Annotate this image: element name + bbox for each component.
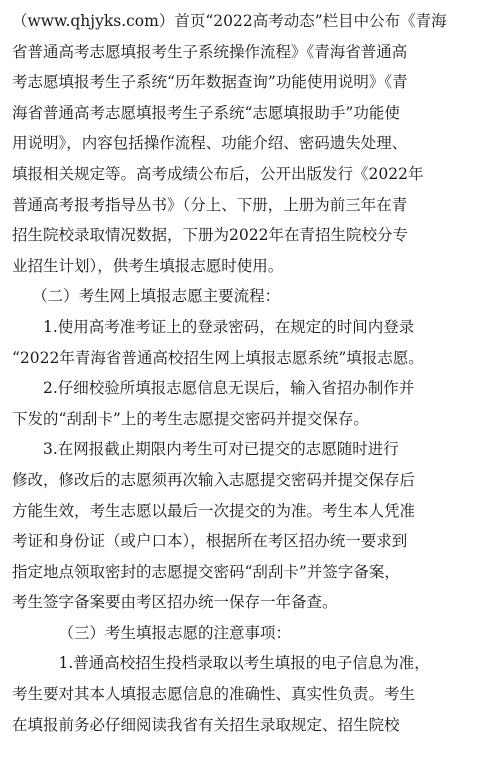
paragraph-line: 1.使用高考准考证上的登录密码，在规定的时间内登录 <box>43 317 415 336</box>
paragraph-line: 考证和身份证（或户口本），根据所在考区招办统一要求到 <box>12 532 408 551</box>
paragraph-line: 考生签字备案要由考区招办统一保存一年备查。 <box>12 593 338 612</box>
paragraph-line: 指定地点领取密封的志愿提交密码“刮刮卡”并签字备案， <box>12 562 400 581</box>
paragraph-line: 在填报前务必仔细阅读我省有关招生录取规定、招生院校 <box>12 715 400 734</box>
section-heading: （二）考生网上填报志愿主要流程： <box>32 287 281 306</box>
paragraph-line: 2.仔细校验所填报志愿信息无误后，输入省招办制作并 <box>43 379 415 398</box>
paragraph-line: （www.qhjyks.com）首页“2022高考动态”栏目中公布《青海 <box>12 12 447 30</box>
paragraph-line: 3.在网报截止期限内考生可对已提交的志愿随时进行 <box>43 440 399 459</box>
paragraph-line: 省普通高考志愿填报考生子系统操作流程》《青海省普通高 <box>12 42 408 61</box>
paragraph-line: 下发的“刮刮卡”上的考生志愿提交密码并提交保存。 <box>12 409 369 428</box>
paragraph-line: 业招生计划），供考生填报志愿时使用。 <box>12 256 284 275</box>
paragraph-line: “2022年青海省普通高校招生网上填报志愿系统”填报志愿。 <box>12 348 424 367</box>
paragraph-line: 招生院校录取情况数据，下册为2022年在青招生院校分专 <box>12 226 408 245</box>
paragraph-line: 填报相关规定等。高考成绩公布后，公开出版发行《2022年 <box>12 164 424 183</box>
paragraph-line: 普通高考报考指导丛书》（分上、下册，上册为前三年在青 <box>12 195 408 214</box>
paragraph-line: 修改，修改后的志愿须再次输入志愿提交密码并提交保存后 <box>12 470 416 489</box>
paragraph-line: 海省普通高考志愿填报考生子系统“志愿填报助手”功能使 <box>12 103 400 122</box>
paragraph-line: 方能生效，考生志愿以最后一次提交的为准。考生本人凭准 <box>12 501 416 520</box>
paragraph-line: 考生要对其本人填报志愿信息的准确性、真实性负责。考生 <box>12 685 416 704</box>
paragraph-line: 考志愿填报考生子系统“历年数据查询”功能使用说明》《青 <box>12 73 408 92</box>
paragraph-line: 用说明》，内容包括操作流程、功能介绍、密码遗失处理、 <box>12 134 408 153</box>
paragraph-line: 1.普通高校招生投档录取以考生填报的电子信息为准， <box>58 654 430 673</box>
section-heading: （三）考生填报志愿的注意事项： <box>58 623 292 642</box>
